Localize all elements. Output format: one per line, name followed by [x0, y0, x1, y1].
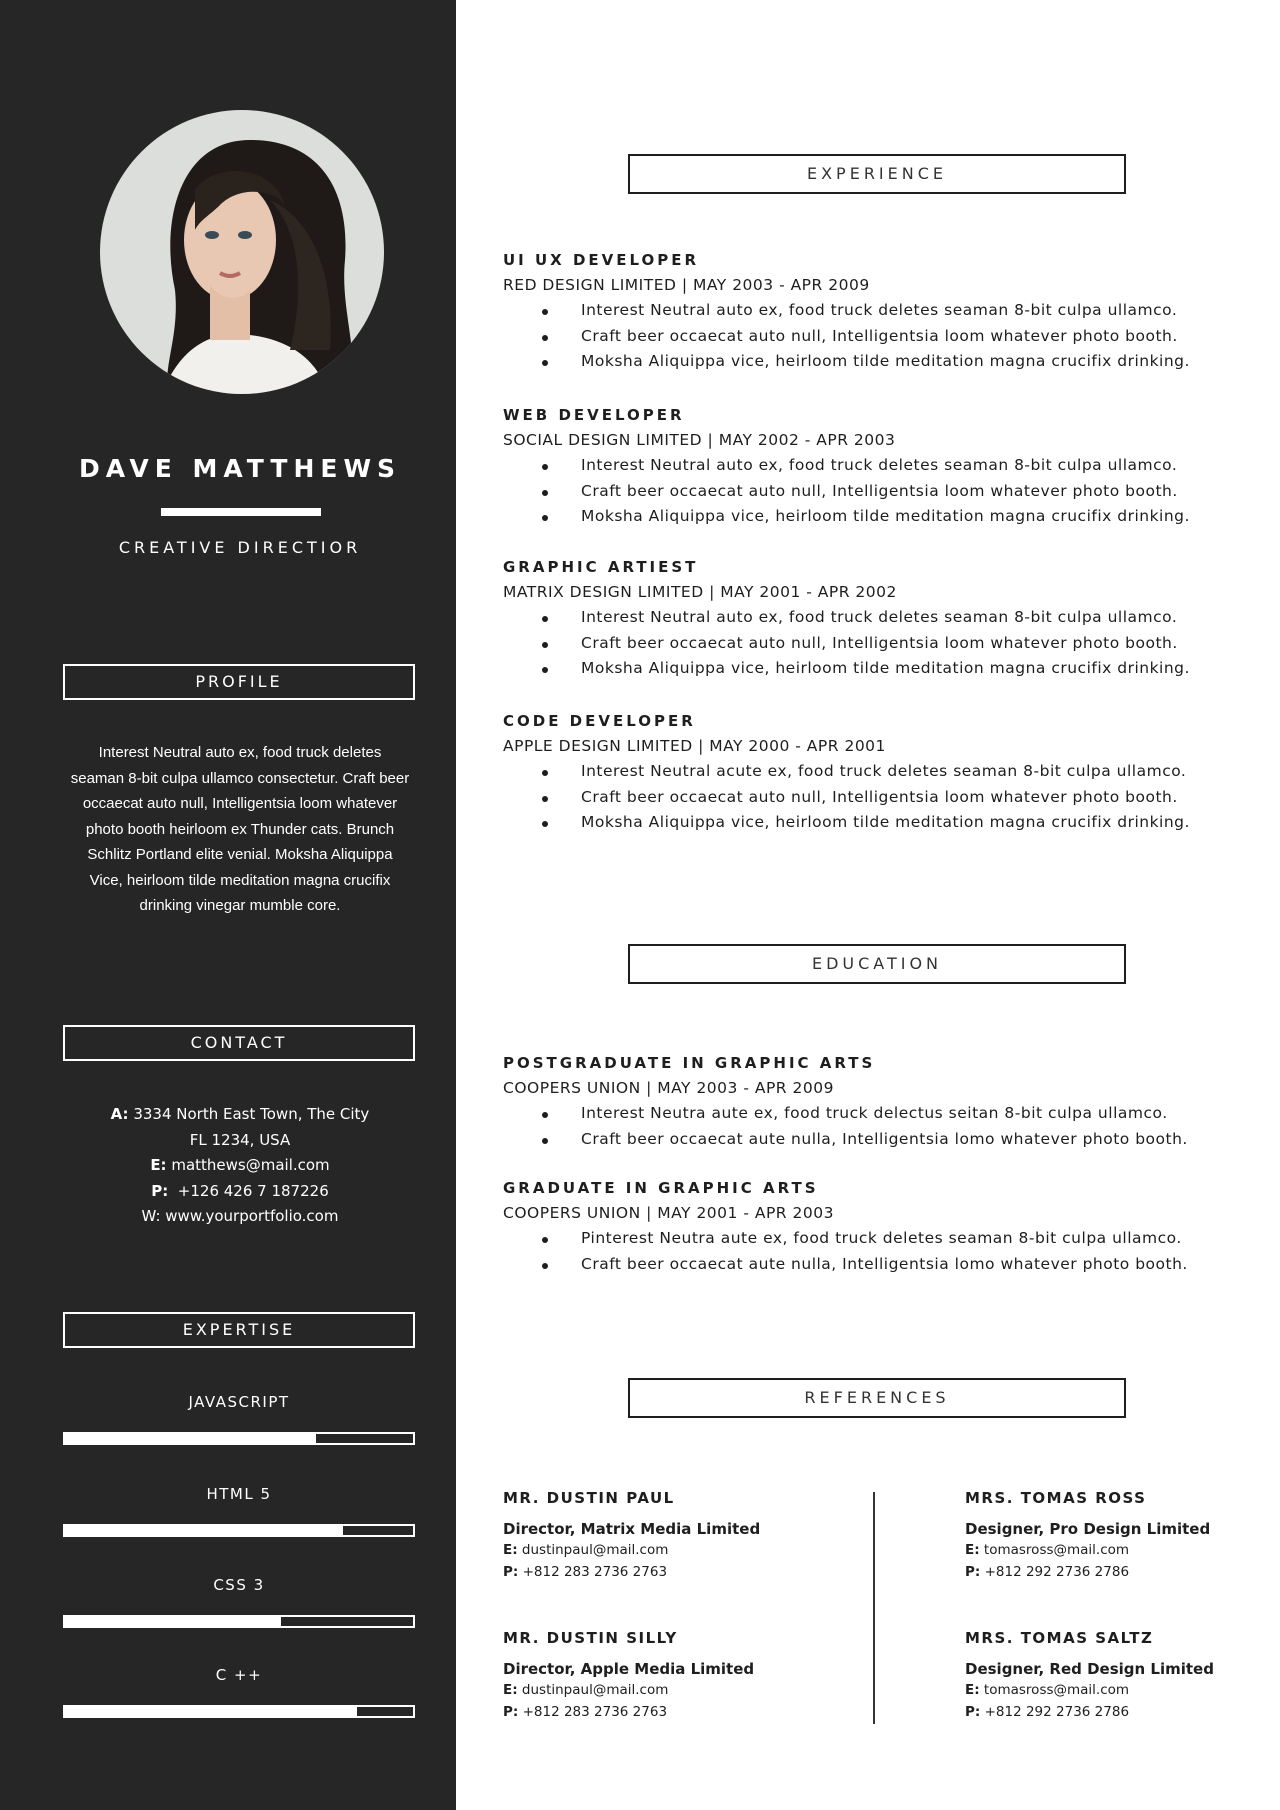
job-company-dates: MATRIX DESIGN LIMITED | MAY 2001 - APR 2002: [503, 583, 897, 601]
experience-item: [503, 248, 1223, 375]
contact-address-line1: A: 3334 North East Town, The City: [110, 1105, 370, 1123]
contact-email[interactable]: E: matthews@mail.com: [150, 1156, 330, 1174]
reference-name: MR. DUSTIN SILLY: [503, 1629, 678, 1647]
degree-bullets: [503, 1101, 1223, 1152]
degree-bullet: Interest Neutra aute ex, food truck delectus seitan 8-bit culpa ullamco.: [503, 1101, 1223, 1127]
skill-label-javascript: JAVASCRIPT: [188, 1393, 290, 1411]
skill-fill: [65, 1526, 343, 1535]
job-title: GRAPHIC ARTIEST: [503, 558, 699, 576]
skill-label-cpp: C ++: [215, 1666, 263, 1684]
skill-label-css3: CSS 3: [213, 1576, 265, 1594]
job-bullet: Moksha Aliquippa vice, heirloom tilde meditation magna crucifix drinking.: [503, 349, 1223, 375]
job-bullet: Interest Neutral acute ex, food truck deletes seaman 8-bit culpa ullamco.: [503, 759, 1223, 785]
job-bullet: Craft beer occaecat auto null, Intelligentsia loom whatever photo booth.: [503, 631, 1223, 657]
candidate-role: CREATIVE DIRECTIOR: [118, 538, 362, 557]
education-heading: EDUCATION: [628, 944, 1126, 984]
expertise-heading: EXPERTISE: [63, 1312, 415, 1348]
contact-phone: P: +126 426 7 187226: [151, 1181, 329, 1200]
job-company-dates: RED DESIGN LIMITED | MAY 2003 - APR 2009: [503, 276, 870, 294]
job-bullet: Interest Neutral auto ex, food truck deletes seaman 8-bit culpa ullamco.: [503, 453, 1223, 479]
degree-bullet: Craft beer occaecat aute nulla, Intelligentsia lomo whatever photo booth.: [503, 1252, 1223, 1278]
skill-label-html5: HTML 5: [206, 1485, 272, 1503]
skill-bar-css3: [63, 1615, 415, 1628]
job-bullet: Moksha Aliquippa vice, heirloom tilde meditation magna crucifix drinking.: [503, 810, 1223, 836]
education-item: [503, 1051, 1223, 1152]
job-bullets: [503, 453, 1223, 530]
references-divider: [873, 1492, 875, 1724]
degree-bullet: Pinterest Neutra aute ex, food truck deletes seaman 8-bit culpa ullamco.: [503, 1226, 1223, 1252]
references-heading: REFERENCES: [628, 1378, 1126, 1418]
reference-name: MR. DUSTIN PAUL: [503, 1489, 675, 1507]
reference-email[interactable]: E: tomasross@mail.com: [965, 1682, 1130, 1698]
job-bullet: Moksha Aliquippa vice, heirloom tilde meditation magna crucifix drinking.: [503, 504, 1223, 530]
reference-card: [503, 1628, 803, 1723]
reference-phone: P: +812 292 2736 2786: [965, 1564, 1130, 1580]
experience-heading: EXPERIENCE: [628, 154, 1126, 194]
job-bullets: [503, 605, 1223, 682]
degree-bullet: Craft beer occaecat aute nulla, Intelligentsia lomo whatever photo booth.: [503, 1127, 1223, 1153]
reference-name: MRS. TOMAS ROSS: [965, 1489, 1147, 1507]
degree-title: POSTGRADUATE IN GRAPHIC ARTS: [503, 1054, 876, 1072]
job-bullet: Interest Neutral auto ex, food truck deletes seaman 8-bit culpa ullamco.: [503, 605, 1223, 631]
reference-phone: P: +812 283 2736 2763: [503, 1564, 668, 1580]
profile-text: Interest Neutral auto ex, food truck deletes seaman 8-bit culpa ullamco consectetur. Craft beer occaecat auto null, Intelligentsia loom whatever photo booth heirloom ex Thunder cats. Brunch Schlitz Portland elite venial. Moksha Aliquippa Vice, heirloom tilde meditation magna crucifix drinking vinegar mumble core.: [70, 744, 410, 914]
skill-bar-cpp: [63, 1705, 415, 1718]
experience-item: [503, 555, 1223, 682]
reference-card: [965, 1488, 1265, 1583]
contact-address-line2: FL 1234, USA: [189, 1130, 291, 1149]
skill-bar-javascript: [63, 1432, 415, 1445]
job-title: UI UX DEVELOPER: [503, 251, 700, 269]
reference-name: MRS. TOMAS SALTZ: [965, 1629, 1154, 1647]
name-underline: [161, 508, 321, 516]
job-company-dates: APPLE DESIGN LIMITED | MAY 2000 - APR 2001: [503, 737, 886, 755]
reference-role: Director, Apple Media Limited: [503, 1660, 755, 1678]
job-title: CODE DEVELOPER: [503, 712, 696, 730]
reference-email[interactable]: E: dustinpaul@mail.com: [503, 1682, 669, 1698]
sidebar: [0, 0, 456, 1810]
skill-fill: [65, 1434, 316, 1443]
job-bullets: [503, 759, 1223, 836]
reference-role: Designer, Pro Design Limited: [965, 1520, 1211, 1538]
reference-email[interactable]: E: tomasross@mail.com: [965, 1542, 1130, 1558]
job-bullet: Craft beer occaecat auto null, Intelligentsia loom whatever photo booth.: [503, 785, 1223, 811]
candidate-name: DAVE MATTHEWS: [78, 454, 402, 483]
job-bullet: Interest Neutral auto ex, food truck deletes seaman 8-bit culpa ullamco.: [503, 298, 1223, 324]
job-title: WEB DEVELOPER: [503, 406, 685, 424]
job-bullet: Craft beer occaecat auto null, Intelligentsia loom whatever photo booth.: [503, 324, 1223, 350]
degree-title: GRADUATE IN GRAPHIC ARTS: [503, 1179, 819, 1197]
reference-email[interactable]: E: dustinpaul@mail.com: [503, 1542, 669, 1558]
reference-role: Director, Matrix Media Limited: [503, 1520, 761, 1538]
skill-fill: [65, 1617, 281, 1626]
contact-heading: CONTACT: [63, 1025, 415, 1061]
reference-phone: P: +812 292 2736 2786: [965, 1704, 1130, 1720]
experience-item: [503, 709, 1223, 836]
job-company-dates: SOCIAL DESIGN LIMITED | MAY 2002 - APR 2003: [503, 431, 896, 449]
education-item: [503, 1176, 1223, 1277]
degree-bullets: [503, 1226, 1223, 1277]
reference-role: Designer, Red Design Limited: [965, 1660, 1214, 1678]
experience-item: [503, 403, 1223, 530]
skill-bar-html5: [63, 1524, 415, 1537]
contact-website[interactable]: W: www.yourportfolio.com: [141, 1207, 339, 1225]
degree-school-dates: COOPERS UNION | MAY 2001 - APR 2003: [503, 1204, 834, 1222]
degree-school-dates: COOPERS UNION | MAY 2003 - APR 2009: [503, 1079, 834, 1097]
job-bullet: Craft beer occaecat auto null, Intelligentsia loom whatever photo booth.: [503, 479, 1223, 505]
job-bullets: [503, 298, 1223, 375]
skill-fill: [65, 1707, 357, 1716]
reference-phone: P: +812 283 2736 2763: [503, 1704, 668, 1720]
profile-heading: PROFILE: [63, 664, 415, 700]
job-bullet: Moksha Aliquippa vice, heirloom tilde meditation magna crucifix drinking.: [503, 656, 1223, 682]
profile-photo: [100, 110, 384, 394]
contact-details: [60, 1102, 420, 1230]
portrait-image: [100, 110, 384, 394]
reference-card: [965, 1628, 1265, 1723]
reference-card: [503, 1488, 803, 1583]
